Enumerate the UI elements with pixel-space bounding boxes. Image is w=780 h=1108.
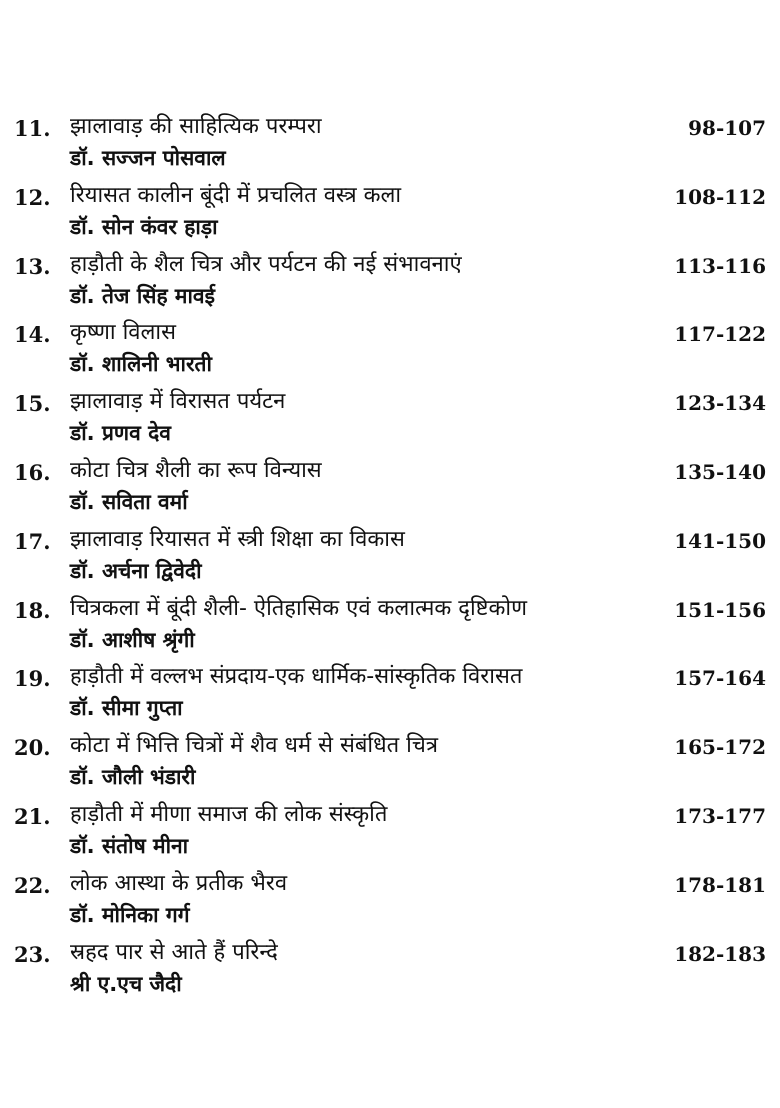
entry-number: 12. (14, 184, 51, 210)
toc-entry-19 (0, 660, 780, 729)
entry-title: हाड़ौती के शैल चित्र और पर्यटन की नई संभावनाएं (70, 251, 462, 277)
entry-author: डॉ. आशीष श्रृंगी (70, 627, 195, 652)
entry-pages: 135-140 (674, 459, 766, 484)
entry-author: श्री ए.एच जैदी (70, 971, 182, 996)
entry-title: कोटा चित्र शैली का रूप विन्यास (70, 457, 322, 483)
entry-number: 23. (14, 941, 51, 967)
entry-author: डॉ. सज्जन पोसवाल (70, 146, 226, 170)
entry-title: हाड़ौती में मीणा समाज की लोक संस्कृति (70, 801, 388, 827)
toc-entry-18 (0, 592, 780, 661)
entry-pages: 173-177 (674, 803, 766, 828)
entry-author: डॉ. संतोष मीना (70, 833, 189, 858)
entry-author: डॉ. अर्चना द्विवेदी (70, 558, 202, 583)
toc-entry-21 (0, 798, 780, 867)
entry-number: 13. (14, 253, 51, 279)
entry-number: 20. (14, 735, 51, 761)
entry-number: 16. (14, 459, 51, 485)
entry-title: लोक आस्था के प्रतीक भैरव (70, 870, 288, 896)
entry-number: 15. (14, 391, 51, 417)
entry-author: डॉ. मोनिका गर्ग (70, 902, 190, 927)
toc-entry-13 (0, 248, 780, 317)
entry-author: डॉ. सीमा गुप्ता (70, 696, 183, 721)
entry-author: डॉ. तेज सिंह मावई (70, 283, 215, 308)
entry-number: 22. (14, 872, 51, 898)
entry-title: स्रहद पार से आते हैं परिन्दे (70, 939, 278, 965)
entry-title: चित्रकला में बूंदी शैली- ऐतिहासिक एवं कलात्मक दृष्टिकोण (70, 595, 528, 621)
entry-title: झालावाड़ में विरासत पर्यटन (70, 389, 286, 415)
entry-pages: 108-112 (674, 184, 766, 209)
entry-title: झालावाड़ रियासत में स्त्री शिक्षा का विकास (70, 526, 405, 552)
entry-number: 19. (14, 666, 51, 692)
toc-entry-12 (0, 179, 780, 248)
entry-pages: 151-156 (674, 597, 766, 622)
toc-entry-23 (0, 936, 780, 1005)
toc-entry-20 (0, 729, 780, 798)
entry-number: 14. (14, 322, 51, 348)
toc-entry-16 (0, 454, 780, 523)
entry-title: कृष्णा विलास (70, 320, 176, 346)
toc-entry-11 (0, 110, 780, 179)
entry-pages: 141-150 (674, 528, 766, 553)
toc-entry-15 (0, 385, 780, 454)
entry-number: 11. (14, 116, 51, 141)
entry-pages: 98-107 (688, 116, 766, 140)
entry-author: डॉ. शालिनी भारती (70, 352, 212, 377)
entry-author: डॉ. जौली भंडारी (70, 765, 196, 790)
entry-pages: 113-116 (674, 253, 766, 278)
entry-number: 21. (14, 803, 51, 829)
entry-title: रियासत कालीन बूंदी में प्रचलित वस्त्र कला (70, 182, 402, 208)
entry-number: 17. (14, 528, 51, 554)
toc-entry-22 (0, 867, 780, 936)
entry-author: डॉ. सोन कंवर हाड़ा (70, 214, 218, 239)
toc-entry-14 (0, 316, 780, 385)
entry-title: कोटा में भित्ति चित्रों में शैव धर्म से संबंधित चित्र (70, 733, 438, 759)
entry-author: डॉ. प्रणव देव (70, 421, 171, 446)
entry-title: हाड़ौती में वल्लभ संप्रदाय-एक धार्मिक-सांस्कृतिक विरासत (70, 664, 523, 690)
entry-pages: 157-164 (674, 666, 766, 691)
entry-number: 18. (14, 597, 51, 623)
entry-pages: 182-183 (674, 941, 766, 966)
entry-pages: 165-172 (674, 735, 766, 760)
entry-pages: 123-134 (674, 391, 766, 416)
toc-entry-17 (0, 523, 780, 592)
entry-pages: 178-181 (674, 872, 766, 897)
entry-title: झालावाड़ की साहित्यिक परम्परा (70, 114, 322, 139)
entry-pages: 117-122 (674, 322, 766, 347)
table-of-contents (0, 110, 780, 1004)
entry-author: डॉ. सविता वर्मा (70, 489, 188, 514)
